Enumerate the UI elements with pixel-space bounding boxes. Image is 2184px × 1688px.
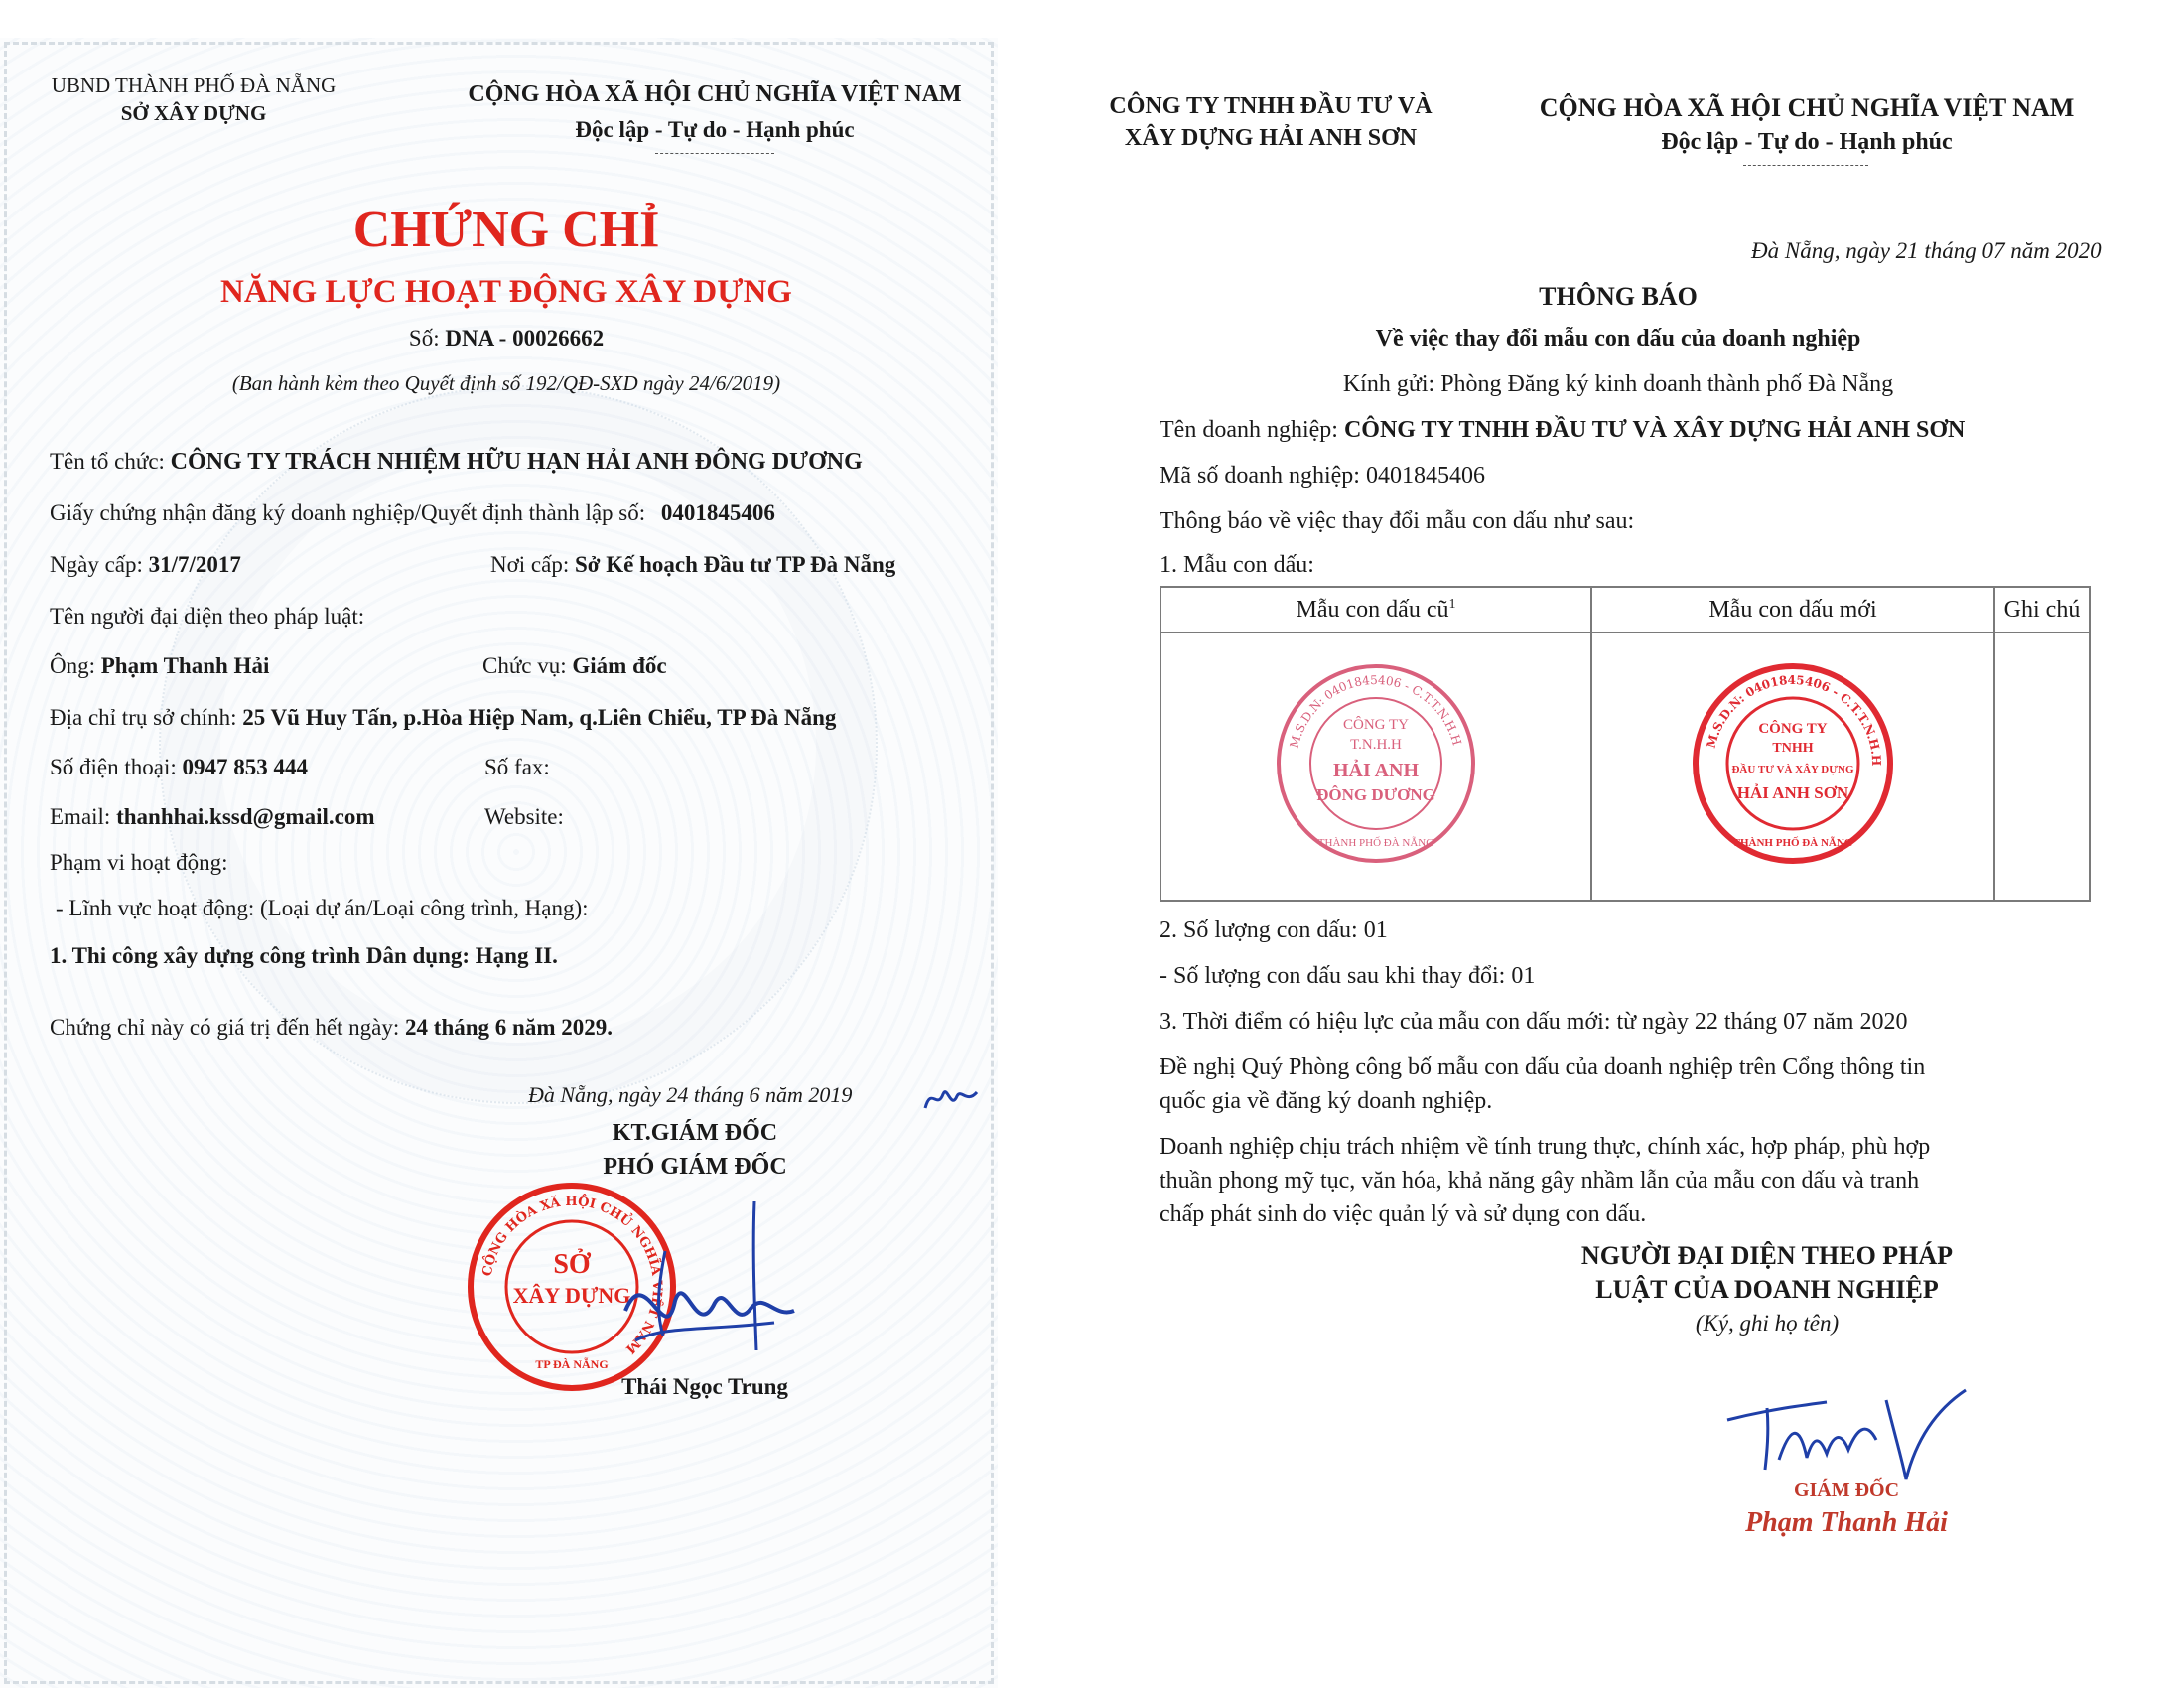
notice-subtitle: Về việc thay đổi mẫu con dấu của doanh nghiệp [1375,326,1861,352]
mr-label: Ông: [50,653,95,678]
new-seal-center-3: ĐẦU TƯ VÀ XÂY DỰNG [1731,763,1854,775]
cert-national-title: CỘNG HÒA XÃ HỘI CHỦ NGHĨA VIỆT NAM [468,81,962,107]
address-value: 25 Vũ Huy Tấn, p.Hòa Hiệp Nam, q.Liên Chiểu, TP Đà Nẵng [242,705,837,730]
cert-number-label: Số: [408,326,440,351]
new-seal-center-1: CÔNG TY [1758,720,1828,737]
email-row [50,804,374,830]
notice-to-line: Kính gửi: Phòng Đăng ký kinh doanh thành phố Đà Nẵng [1342,371,1894,397]
place-label: Nơi cấp: [490,552,570,577]
phone-row [50,755,308,780]
cert-national-motto: Độc lập - Tự do - Hạnh phúc [575,117,855,142]
issuer-line-1: UBND THÀNH PHỐ ĐÀ NẴNG [51,73,337,97]
cert-issued-under: (Ban hành kèm theo Quyết định số 192/QĐ-SXD ngày 24/6/2019) [231,371,781,395]
initials-icon [921,1080,981,1120]
old-seal-center-2: T.N.H.H [1350,736,1402,753]
place-row [490,552,895,578]
motto-underline [655,153,774,154]
notice-intro: Thông báo về việc thay đổi mẫu con dấu như sau: [1160,508,1635,534]
issuer-line-2: SỞ XÂY DỰNG [120,101,267,125]
old-seal-bottom: THÀNH PHỐ ĐÀ NẴNG [1317,836,1434,849]
validity-label: Chứng chỉ này có giá trị đến hết ngày: [50,1015,400,1040]
rep-label: Tên người đại diện theo pháp luật: [50,604,365,629]
fax-label: Số fax: [484,755,550,779]
header-footnote: 1 [1448,596,1456,612]
new-seal-bottom: THÀNH PHỐ ĐÀ NẴNG [1732,836,1853,849]
notice-request-line-1: Đề nghị Quý Phòng công bố mẫu con dấu của doanh nghiệp trên Cổng thông tin [1160,1055,1926,1080]
header-old-seal: Mẫu con dấu $cũ^1$ [1160,587,1591,633]
notice-request-line-2: quốc gia về đăng ký doanh nghiệp. [1160,1088,1493,1114]
notice-director-name: Phạm Thanh Hải [1745,1507,1948,1538]
notice-sign-title-1: NGƯỜI ĐẠI DIỆN THEO PHÁP [1580,1241,1954,1270]
header-new-seal: Mẫu con dấu mới [1591,587,1994,633]
notice-code-value: 0401845406 [1365,463,1485,489]
notice-sign-note: (Ký, ghi họ tên) [1695,1311,1840,1336]
notice-signature-icon [1717,1380,1976,1489]
cert-sign-date: Đà Nẵng, ngày 24 tháng 6 năm 2019 [528,1082,853,1107]
cert-number-value: DNA - 00026662 [445,326,605,351]
new-seal-center-2: TNHH [1772,740,1814,756]
website-label: Website: [484,804,564,829]
notice-national-motto: Độc lập - Tự do - Hạnh phúc [1661,129,1953,155]
notice-section-1: 1. Mẫu con dấu: [1160,552,1314,578]
new-seal-ring-text: M.S.D.N: 0401845406 - C.T.T.N.H.H [1704,672,1884,767]
mr-row [50,653,269,679]
notice-date: Đà Nẵng, ngày 21 tháng 07 năm 2020 [1751,238,2102,263]
seal-table [1160,586,2091,902]
cert-sign-title-1: KT.GIÁM ĐỐC [612,1120,778,1146]
notice-resp-line-3: chấp phát sinh do việc quản lý và sử dụng con dấu. [1160,1201,1647,1227]
date-label: Ngày cấp: [50,552,143,577]
notice-title: THÔNG BÁO [1539,282,1698,311]
place-value: Sở Kế hoạch Đầu tư TP Đà Nẵng [574,552,896,577]
note-cell [1994,633,2090,901]
old-seal-cell [1160,633,1591,901]
cert-signer-name: Thái Ngọc Trung [621,1374,788,1399]
phone-value: 0947 853 444 [182,755,309,779]
old-seal [1272,659,1480,868]
notice-code-row [1160,463,1485,490]
notice-company-line-2: XÂY DỰNG HẢI ANH SƠN [1124,125,1418,151]
org-label: Tên tổ chức: [50,449,165,474]
cert-title-main: CHỨNG CHỈ [352,202,660,258]
address-row [50,705,836,731]
position-value: Giám đốc [572,653,667,678]
cert-title-sub: NĂNG LỰC HOẠT ĐỘNG XÂY DỰNG [220,274,792,310]
field-item: 1. Thi công xây dựng công trình Dân dụng: Hạng II. [50,943,558,968]
seal-bottom: TP ĐÀ NẴNG [535,1357,609,1371]
validity-value: 24 tháng 6 năm 2029. [405,1015,613,1040]
cert-number [278,326,735,352]
seal-center-1: SỞ [553,1249,591,1280]
reg-label: Giấy chứng nhận đăng ký doanh nghiệp/Quyết định thành lập số: [50,500,646,525]
seal-table-body-row [1160,633,2090,901]
notice-company-value: CÔNG TY TNHH ĐẦU TƯ VÀ XÂY DỰNG HẢI ANH SƠN [1343,417,1966,443]
address-label: Địa chỉ trụ sở chính: [50,705,237,730]
header-note: Ghi chú [1994,587,2090,633]
position-row [482,653,667,679]
validity-row [50,1015,613,1041]
notice-company-label: Tên doanh nghiệp: [1160,417,1338,443]
mr-value: Phạm Thanh Hải [100,653,270,678]
cert-sign-title-2: PHÓ GIÁM ĐỐC [603,1154,787,1180]
date-row [50,552,241,578]
cert-signature-icon [606,1192,804,1370]
phone-label: Số điện thoại: [50,755,177,779]
notice-sign-title-2: LUẬT CỦA DOANH NGHIỆP [1595,1275,1939,1304]
old-seal-center-4: ĐÔNG DƯƠNG [1316,784,1435,804]
org-value: CÔNG TY TRÁCH NHIỆM HỮU HẠN HẢI ANH ĐÔNG DƯƠNG [170,449,863,475]
scope-label: Phạm vi hoạt động: [50,850,228,875]
notice-code-label: Mã số doanh nghiệp: [1160,463,1360,489]
org-row [50,449,863,476]
date-value: 31/7/2017 [148,552,241,577]
notice-section-2: 2. Số lượng con dấu: 01 [1160,917,1388,943]
notice-national-title: CỘNG HÒA XÃ HỘI CHỦ NGHĨA VIỆT NAM [1539,93,2075,122]
notice-resp-line-1: Doanh nghiệp chịu trách nhiệm về tính trung thực, chính xác, hợp pháp, phù hợp [1160,1134,1931,1160]
notice-company-row [1160,417,1965,444]
position-label: Chức vụ: [482,653,567,678]
seal-ring-text: CỘNG HÒA XÃ HỘI CHỦ NGHĨA VIỆT NAM [479,1194,665,1356]
reg-value: 0401845406 [660,500,775,525]
notice-section-3: 3. Thời điểm có hiệu lực của mẫu con dấu mới: từ ngày 22 tháng 07 năm 2020 [1160,1009,1908,1035]
reg-row [50,500,775,526]
old-seal-center-1: CÔNG TY [1343,716,1409,733]
email-label: Email: [50,804,111,829]
old-seal-ring-text: M.S.D.N: 0401845406 - C.T.T.N.H.H [1287,672,1464,750]
new-seal-cell [1591,633,1994,901]
notice-director-title: GIÁM ĐỐC [1793,1479,1900,1501]
notice-company-line-1: CÔNG TY TNHH ĐẦU TƯ VÀ [1109,93,1433,119]
notice-motto-underline [1743,165,1868,166]
notice-section-2-sub: - Số lượng con dấu sau khi thay đổi: 01 [1160,963,1536,989]
old-seal-center-3: HẢI ANH [1332,759,1420,781]
new-seal-center-4: HẢI ANH SƠN [1736,782,1849,802]
notice-resp-line-2: thuần phong mỹ tục, văn hóa, khả năng gây nhầm lẫn của mẫu con dấu và tranh [1160,1168,1920,1194]
seal-center-2: XÂY DỰNG [512,1283,631,1308]
field-label: - Lĩnh vực hoạt động: (Loại dự án/Loại công trình, Hạng): [56,896,589,920]
seal-table-header-row [1160,587,2090,633]
new-seal [1689,659,1897,868]
email-value: thanhhai.kssd@gmail.com [116,804,375,829]
